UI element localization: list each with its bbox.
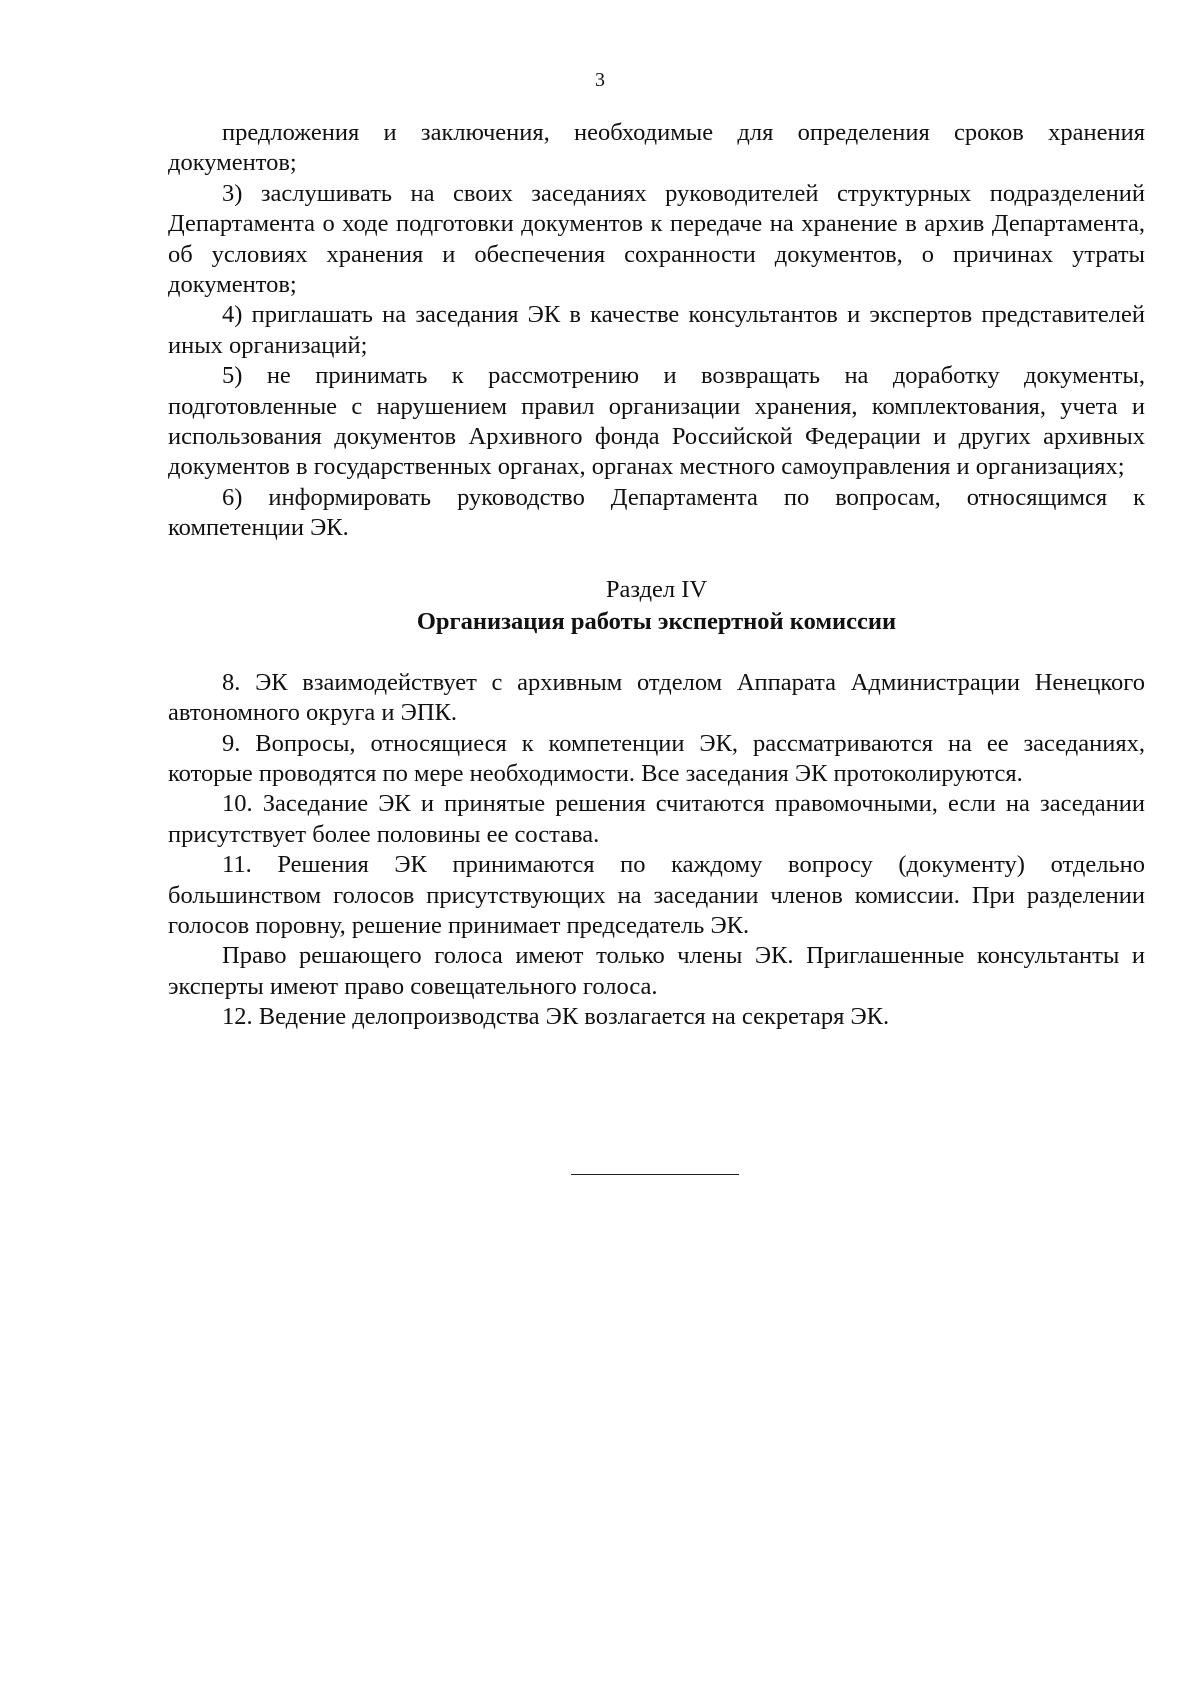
paragraph-item-5: 5) не принимать к рассмотрению и возвращать на доработку документы, подготовленные с нарушением правил организации хранения, комплектования, учета и использования документов Архивного фонда Российской Федерации и других архивных документов в государственных органах, органах местного самоуправления и организациях; (168, 362, 1145, 481)
section-label: Раздел IV (605, 575, 708, 603)
paragraph-item-3: 3) заслушивать на своих заседаниях руководителей структурных подразделений Департамента о ходе подготовки документов к передаче на хранение в архив Департамента, об условиях хранения и обеспечения сохранности документов, о причинах утраты документов; (168, 179, 1145, 299)
section-title: Организация работы экспертной комиссии (416, 607, 897, 635)
section-heading (168, 574, 1145, 638)
paragraph-voting-rights: Право решающего голоса имеют только члены ЭК. Приглашенные консультанты и эксперты имеют право совещательного голоса. (168, 942, 1145, 1000)
paragraph-item-11: 11. Решения ЭК принимаются по каждому вопросу (документу) отдельно большинством голосов присутствующих на заседании членов комиссии. При разделении голосов поровну, решение принимает председатель ЭК. (168, 851, 1145, 939)
end-of-document-rule (571, 1174, 739, 1175)
paragraph-item-10: 10. Заседание ЭК и принятые решения считаются правомочными, если на заседании присутствует более половины ее состава. (168, 790, 1145, 848)
page-number: 3 (595, 69, 605, 91)
paragraph-continuation: предложения и заключения, необходимые для определения сроков хранения документов; (168, 119, 1145, 177)
paragraph-item-8: 8. ЭК взаимодействует с архивным отделом Аппарата Администрации Ненецкого автономного округа и ЭПК. (168, 668, 1145, 727)
document-body (168, 118, 1145, 1033)
paragraph-item-4: 4) приглашать на заседания ЭК в качестве консультантов и экспертов представителей иных организаций; (168, 301, 1145, 359)
section-body (168, 668, 1145, 1033)
paragraph-item-12: 12. Ведение делопроизводства ЭК возлагается на секретаря ЭК. (222, 1003, 890, 1031)
paragraph-item-6: 6) информировать руководство Департамента по вопросам, относящимся к компетенции ЭК. (168, 483, 1145, 542)
paragraph-item-9: 9. Вопросы, относящиеся к компетенции ЭК, рассматриваются на ее заседаниях, которые проводятся по мере необходимости. Все заседания ЭК протоколируются. (168, 729, 1145, 787)
